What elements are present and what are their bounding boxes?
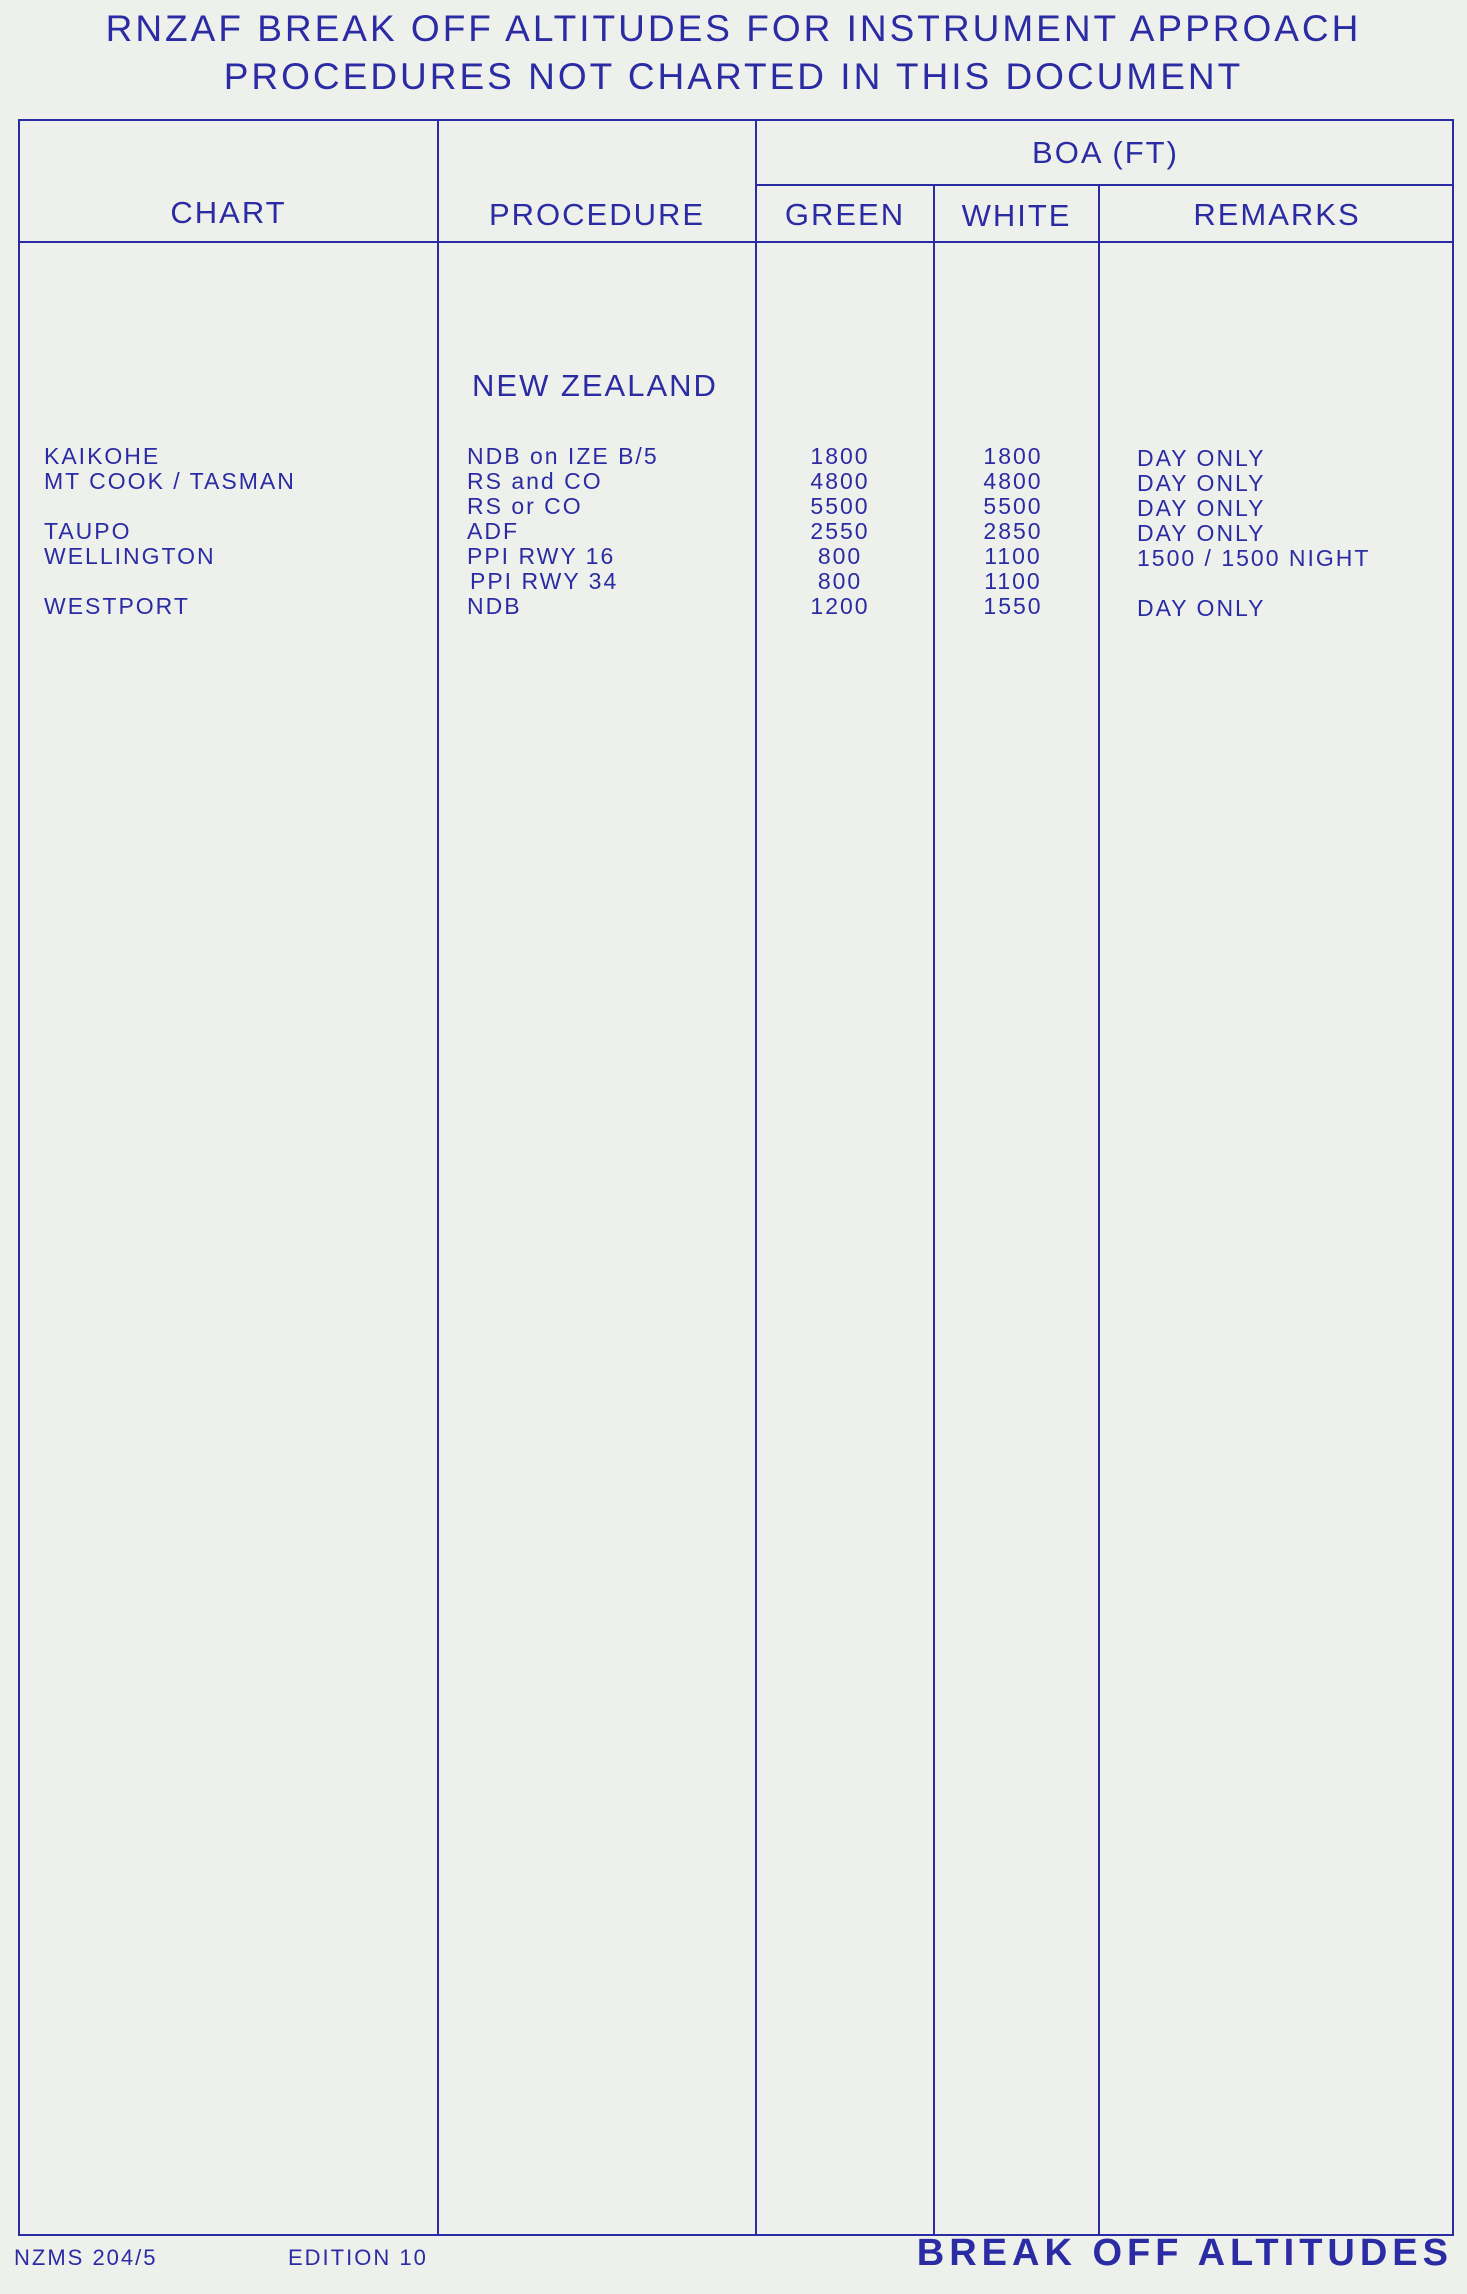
table-row-white: 4800 xyxy=(983,468,1043,494)
table-row-chart: KAIKOHE xyxy=(44,443,161,469)
table-row-procedure: PPI RWY 34 xyxy=(470,568,619,594)
table-row-green: 800 xyxy=(817,568,863,594)
table-row-chart: MT COOK / TASMAN xyxy=(44,468,296,494)
section-heading: NEW ZEALAND xyxy=(472,368,718,403)
table-row-white: 1550 xyxy=(983,593,1043,619)
header-boa: BOA (FT) xyxy=(1032,135,1179,170)
document-title-line-2: PROCEDURES NOT CHARTED IN THIS DOCUMENT xyxy=(223,56,1244,97)
table-row-remarks: DAY ONLY xyxy=(1137,595,1266,621)
header-green: GREEN xyxy=(784,197,906,232)
table-row-white: 1800 xyxy=(983,443,1043,469)
header-bottom-line xyxy=(18,241,1454,243)
table-row-white: 2850 xyxy=(983,518,1043,544)
table-row-remarks: DAY ONLY xyxy=(1137,495,1266,521)
page-footer-title: BREAK OFF ALTITUDES xyxy=(916,2232,1453,2274)
divider-chart-procedure xyxy=(437,119,439,2236)
divider-procedure-green xyxy=(755,119,757,2236)
table-row-procedure: ADF xyxy=(467,518,519,544)
table-row-procedure: RS and CO xyxy=(467,468,603,494)
table-row-procedure: RS or CO xyxy=(467,493,583,519)
table-row-white: 1100 xyxy=(984,568,1042,594)
table-row-remarks: 1500 / 1500 NIGHT xyxy=(1137,545,1371,571)
boa-subheader-line xyxy=(755,184,1454,186)
edition-label: EDITION 10 xyxy=(288,2245,428,2270)
table-frame xyxy=(18,119,1454,2236)
divider-green-white xyxy=(933,184,935,2236)
table-row-procedure: NDB on IZE B/5 xyxy=(467,443,659,469)
header-remarks: REMARKS xyxy=(1193,197,1361,232)
table-row-chart: WELLINGTON xyxy=(44,543,216,569)
divider-white-remarks xyxy=(1098,184,1100,2236)
table-row-green: 800 xyxy=(817,543,863,569)
series-number: NZMS 204/5 xyxy=(14,2245,158,2270)
table-row-chart: WESTPORT xyxy=(44,593,190,619)
table-row-remarks: DAY ONLY xyxy=(1137,520,1266,546)
header-procedure: PROCEDURE xyxy=(488,197,706,232)
table-row-white: 5500 xyxy=(983,493,1043,519)
document-title-line-1: RNZAF BREAK OFF ALTITUDES FOR INSTRUMENT APPROACH xyxy=(105,8,1362,49)
table-row-green: 4800 xyxy=(810,468,870,494)
table-row-procedure: NDB xyxy=(467,593,522,619)
table-row-green: 5500 xyxy=(810,493,870,519)
table-row-green: 2550 xyxy=(810,518,870,544)
table-row-green: 1800 xyxy=(810,443,870,469)
table-row-green: 1200 xyxy=(810,593,870,619)
header-white: WHITE xyxy=(961,198,1072,233)
table-row-remarks: DAY ONLY xyxy=(1137,470,1266,496)
header-chart: CHART xyxy=(170,195,287,230)
table-row-procedure: PPI RWY 16 xyxy=(467,543,616,569)
table-row-remarks: DAY ONLY xyxy=(1137,445,1266,471)
table-row-chart: TAUPO xyxy=(44,518,132,544)
table-row-white: 1100 xyxy=(984,543,1042,569)
